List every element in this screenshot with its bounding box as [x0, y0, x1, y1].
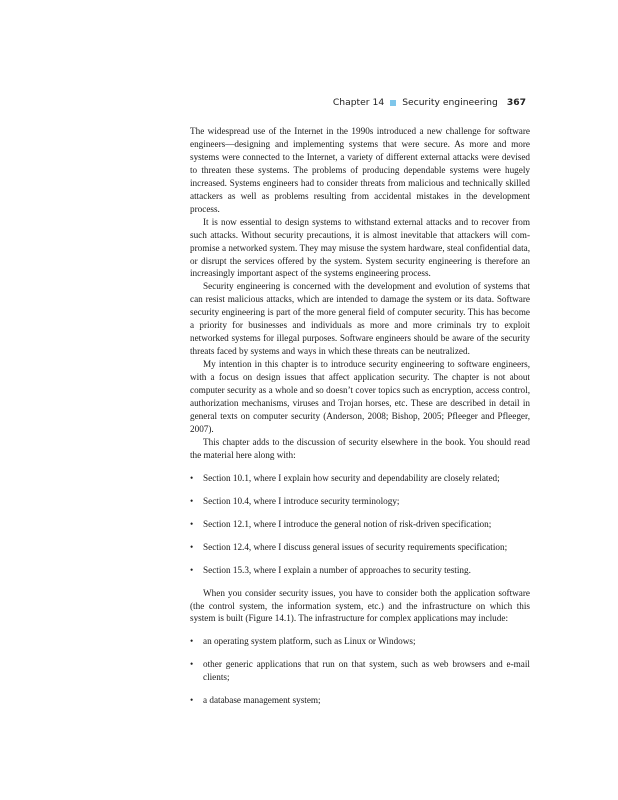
list-item-text: Section 10.1, where I explain how security and dependability are closely related;: [203, 472, 500, 483]
list-item: [190, 635, 530, 648]
list-item: [190, 658, 530, 684]
list-item-text: Section 10.4, where I introduce security terminology;: [203, 495, 400, 506]
list-item: [190, 564, 530, 577]
paragraph: My intention in this chapter is to introduce security engineering to software engineers, with a focus on design issues that affect application security. The chapter is not about computer security as a whole and so doesn’t cover topics such as encryption, access control, authorization mechanisms, viruses and Trojan horses, etc. These are described in detail in general texts on computer security (Anderson, 2008; Bishop, 2005; Pfleeger and Pfleeger, 2007).: [190, 359, 530, 434]
paragraph: Security engineering is concerned with the development and evolution of systems that can resist malicious attacks, which are intended to damage the system or its data. Software security engineering is part of the more general field of computer security. This has become a priority for businesses and individuals as more and more criminals try to exploit networked systems for illegal purposes. Software engineers should be aware of the security threats faced by systems and ways in which these threats can be neutralized.: [190, 281, 530, 357]
paragraph: It is now essential to design systems to withstand external attacks and to recover from such attacks. Without security precautions, it is almost inevitable that attackers will compromise a networked system. They may misuse the system hardware, steal confidential data, or disrupt the services offered by the system. System security engineering is therefore an increasingly important aspect of the systems engineering process.: [190, 216, 530, 279]
chapter-label: Chapter 14: [332, 97, 385, 108]
paragraph: The widespread use of the Internet in the 1990s introduced a new challenge for software engineers—designing and implementing systems that were secure. As more and more systems were connected to the Internet, a variety of different external attacks were devised to threaten these systems. The problems of producing dependable systems were hugely increased. Systems engineers had to consider threats from malicious and technically skilled attackers as well as problems resulting from accidental mistakes in the development process.: [190, 126, 530, 214]
bullet-icon: •: [190, 541, 194, 552]
bullet-icon: •: [190, 518, 194, 529]
paragraph: When you consider security issues, you have to consider both the application software (the control system, the information system, etc.) and the infrastructure on which this system is built (Figure 14.1). The infrastructure for complex applications may include:: [190, 587, 530, 624]
infrastructure-list: [190, 635, 530, 707]
page-number: 367: [506, 97, 526, 108]
section-title: Security engineering: [402, 97, 498, 108]
bullet-icon: •: [190, 564, 194, 575]
list-item-text: other generic applications that run on that system, such as web browsers and e-mail clients;: [203, 659, 530, 683]
bullet-icon: •: [190, 659, 194, 670]
list-item-text: Section 12.1, where I introduce the general notion of risk-driven specification;: [203, 518, 492, 529]
bullet-icon: •: [190, 495, 194, 506]
body-text: [190, 125, 530, 707]
list-item-text: Section 12.4, where I discuss general issues of security requirements specification;: [203, 541, 508, 552]
bullet-icon: •: [190, 695, 194, 706]
list-item: [190, 541, 530, 554]
square-bullet-icon: [390, 100, 396, 106]
list-item-text: a database management system;: [203, 695, 321, 706]
bullet-icon: •: [190, 472, 194, 483]
list-item: [190, 495, 530, 508]
list-item: [190, 694, 530, 707]
list-item: [190, 472, 530, 485]
section-reference-list: [190, 472, 530, 577]
list-item-text: Section 15.3, where I explain a number of approaches to security testing.: [203, 564, 471, 575]
paragraph: This chapter adds to the discussion of security elsewhere in the book. You should read the material here along with:: [190, 436, 530, 460]
list-item-text: an operating system platform, such as Linux or Windows;: [203, 636, 416, 647]
list-item: [190, 518, 530, 531]
bullet-icon: •: [190, 636, 194, 647]
running-head: [333, 97, 526, 108]
